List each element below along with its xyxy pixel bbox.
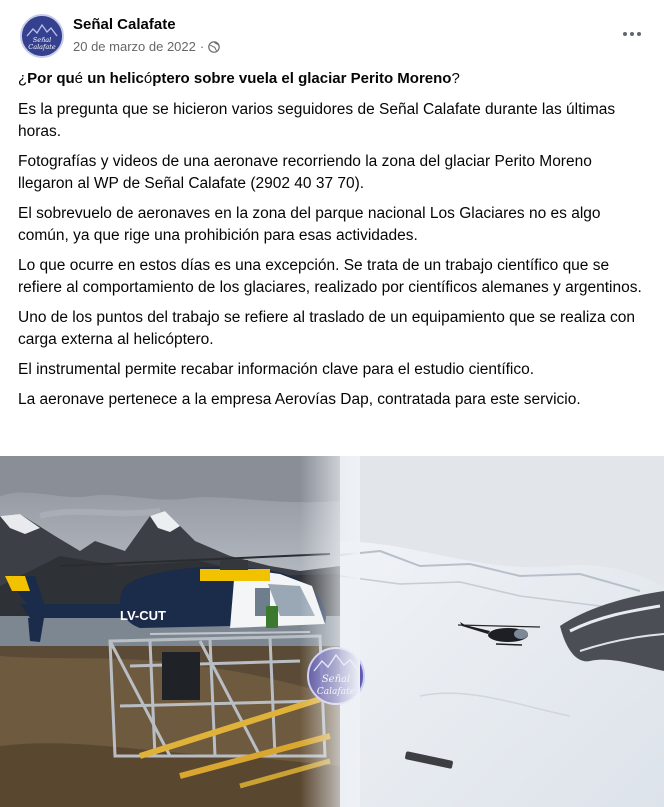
post-paragraph: La aeronave pertenece a la empresa Aerovías Dap, contratada para este servicio. <box>18 391 581 408</box>
avatar-logo-line2: Calafate <box>28 43 56 51</box>
post-text <box>18 66 646 419</box>
post-paragraph: Fotografías y videos de una aeronave recorriendo la zona del glaciar Perito Moreno llegaron al WP de Señal Calafate (2902 40 37 70). <box>18 153 592 192</box>
meta-separator: · <box>199 39 205 54</box>
page-avatar[interactable] <box>20 14 64 58</box>
page-name-link[interactable]: Señal Calafate <box>73 16 176 33</box>
post-photo[interactable] <box>0 456 664 807</box>
post-date-link[interactable]: 20 de marzo de 2022 <box>73 39 196 54</box>
post-paragraph: Uno de los puntos del trabajo se refiere al traslado de un equipamiento que se realiza con carga externa al helicóptero. <box>18 309 635 348</box>
post-paragraph: El sobrevuelo de aeronaves en la zona del parque nacional Los Glaciares no es algo común, ya que rige una prohibición para esas actividades. <box>18 205 601 244</box>
more-options-icon[interactable] <box>618 24 646 44</box>
post-header <box>0 0 664 66</box>
post-paragraph: Lo que ocurre en estos días es una excepción. Se trata de un trabajo científico que se refiere al comportamiento de los glaciares, realizado por científicos alemanes y argentinos. <box>18 257 642 296</box>
post-headline: ¿Por qué un helicóptero sobre vuela el glaciar Perito Moreno? <box>18 70 460 87</box>
avatar-logo-icon <box>22 16 62 56</box>
post-paragraph: El instrumental permite recabar información clave para el estudio científico. <box>18 361 535 378</box>
post-paragraph: Es la pregunta que se hicieron varios seguidores de Señal Calafate durante las últimas horas. <box>18 101 616 140</box>
helicopter-registration: LV-CUT <box>120 608 166 623</box>
globe-icon[interactable] <box>208 41 220 53</box>
avatar-logo-line1: Señal <box>32 36 52 44</box>
post-meta <box>73 39 220 54</box>
